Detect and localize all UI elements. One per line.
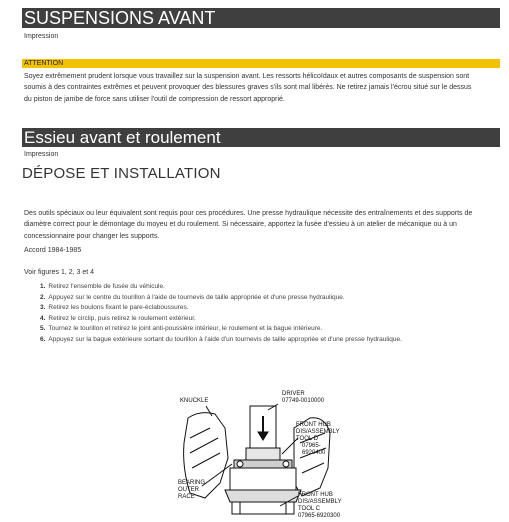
section-title-essieu: Essieu avant et roulement <box>22 128 500 147</box>
label-tool-c: TOOL C <box>298 506 321 512</box>
label-bearing-race: BEARING <box>178 480 206 486</box>
intro-line: diamètre correct pour le démontage du moyeu et du roulement. Si nécessaire, apportez la fusée d'essieu à un atelier de mécanique ou à un <box>24 221 457 229</box>
label-tool-d: DIS/ASSEMBLY <box>296 429 340 435</box>
label-knuckle: KNUCKLE <box>180 398 209 404</box>
list-item <box>40 324 402 335</box>
procedure-steps <box>40 282 402 345</box>
intro-line: Des outils spéciaux ou leur équivalent sont requis pour ces procédures. Une presse hydraulique nécessite des entraînements et des supports de <box>24 210 473 217</box>
step-number: 4. <box>40 314 46 322</box>
model-accord: Accord 1984-1985 <box>24 247 82 254</box>
label-tool-d: 6920400 <box>302 450 326 456</box>
step-number: 6. <box>40 335 46 343</box>
label-tool-d: FRONT HUB <box>296 422 331 428</box>
attention-label: ATTENTION <box>24 60 64 67</box>
label-bearing-race: RACE <box>178 494 195 500</box>
step-number: 3. <box>40 304 46 311</box>
step-text: Retirez les boulons fixant le pare-éclaboussures. <box>48 304 189 311</box>
warning-line: soumis à des contraintes extrêmes et peuvent provoquer des blessures graves s'ils sont mal libérés. Ne retirez jamais l'écrou situé sur le dessus <box>24 84 472 92</box>
list-item <box>40 303 402 314</box>
subsection-heading: DÉPOSE ET INSTALLATION <box>22 165 221 182</box>
print-link[interactable]: Impression <box>24 151 59 158</box>
label-tool-c: FRONT HUB <box>298 492 333 498</box>
warning-line: du piston de jambe de force sans utiliser l'outil de compression de ressort approprié. <box>24 95 285 103</box>
step-number: 1. <box>40 283 46 290</box>
list-item <box>40 314 402 325</box>
label-tool-d: TOOL D <box>296 436 319 442</box>
figures-reference: Voir figures 1, 2, 3 et 4 <box>24 269 95 276</box>
step-text: Appuyez sur la bague extérieure sortant du tourillon à l'aide d'un tournevis de taille appropriée et d'une presse hydraulique. <box>48 335 402 343</box>
label-driver-part: 07749-0010000 <box>282 398 325 404</box>
list-item <box>40 335 402 346</box>
label-tool-c: 07965-6920300 <box>298 513 341 519</box>
section-title-suspensions: SUSPENSIONS AVANT <box>22 8 500 28</box>
print-link[interactable]: Impression <box>24 33 59 40</box>
step-text: Retirez l'ensemble de fusée du véhicule. <box>48 283 165 290</box>
intro-line: concessionnaire pour changer les supports. <box>24 232 160 240</box>
list-item <box>40 282 402 293</box>
intro-paragraph <box>24 208 472 242</box>
label-tool-d: 07965- <box>302 443 321 449</box>
step-text: Tournez le tourillon et retirez le joint anti-poussière intérieur, le roulement et la bague intérieure. <box>48 325 323 332</box>
step-number: 2. <box>40 293 46 301</box>
step-number: 5. <box>40 325 46 332</box>
label-tool-c: DIS/ASSEMBLY <box>298 499 342 505</box>
label-driver: DRIVER <box>282 391 305 397</box>
list-item <box>40 293 402 304</box>
attention-banner <box>22 59 500 68</box>
warning-line: Soyez extrêmement prudent lorsque vous travaillez sur la suspension avant. Les ressorts hélicoïdaux et autres composants de suspension sont <box>24 73 470 80</box>
label-bearing-race: OUTER <box>178 487 199 493</box>
step-text: Appuyez sur le centre du tourillon à l'aide de tournevis de taille appropriée et d'une presse hydraulique. <box>48 293 345 301</box>
warning-paragraph <box>24 71 471 105</box>
bearing-removal-diagram <box>170 388 370 520</box>
step-text: Retirez le circlip, puis retirez le roulement extérieur. <box>48 314 196 322</box>
